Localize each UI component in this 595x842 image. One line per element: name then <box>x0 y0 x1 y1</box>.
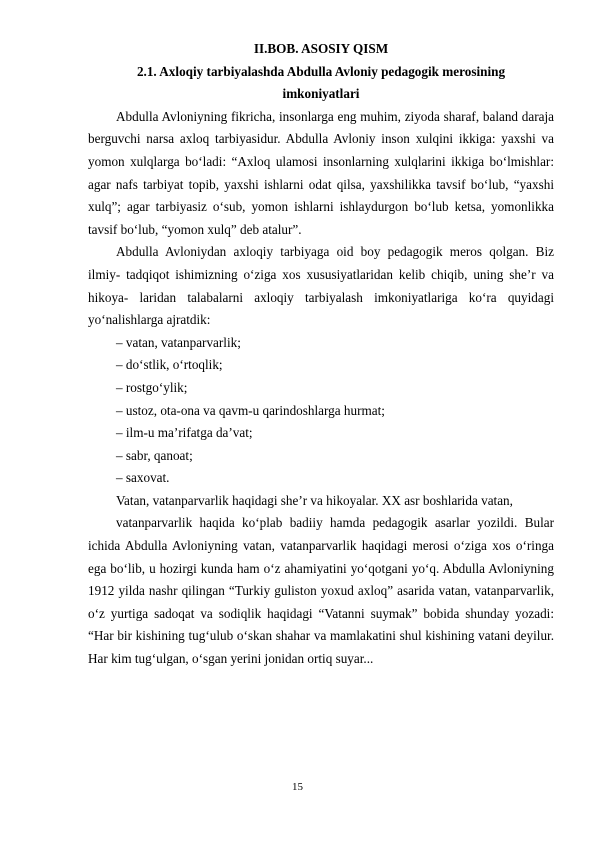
page-content <box>88 38 554 671</box>
page-number: 15 <box>292 781 303 793</box>
list-item: – sabr, qanoat; <box>116 447 193 463</box>
list-item: – rostgo‘ylik; <box>116 379 188 395</box>
paragraph-1: Abdulla Avloniyning fikricha, insonlarga eng muhim, ziyoda sharaf, baland daraja berguvchi narsa axloq tarbiyasidur. Abdulla Avloniy inson xulqini ikkiga: yaxshi va yomon xulqlarga bo‘ladi: “Axloq ulamosi insonlarning xulqlarini ikkiga bo‘lmishlar: agar nafs tarbiyat topib, yaxshi ishlarni odat qilsa, yaxshilikka tavsif bo‘lub, “yaxshi xulq”; agar tarbiyasiz o‘sub, yomon ishlarni ishlaydurgon bo‘lub ketsa, yomonlikka tavsif bo‘lub, “yomon xulq” deb atalur”. <box>88 108 554 237</box>
list-item: – do‘stlik, o‘rtoqlik; <box>116 357 223 373</box>
chapter-title: II.BOB. ASOSIY QISM <box>253 41 389 56</box>
directions-list <box>88 332 554 490</box>
list-item: – ilm-u ma’rifatga da’vat; <box>116 425 253 441</box>
paragraph-3: Vatan, vatanparvarlik haqidagi she’r va hikoyalar. XX asr boshlarida vatan, <box>116 492 513 508</box>
list-item: – saxovat. <box>116 470 170 486</box>
paragraph-4: vatanparvarlik haqida ko‘plab badiiy hamda pedagogik asarlar yozildi. Bular ichida Abdulla Avloniyning vatan, vatanparvarlik haqidagi merosi o‘ziga xos o‘ringa ega bo‘lib, u hozirgi kunda ham o‘z ahamiyatini yo‘qotgani yo‘q. Abdulla Avloniyning 1912 yilda nashr qilingan “Turkiy guliston yoxud axloq” asarida vatan, vatanparvarlik, o‘z yurtiga sadoqat va sodiqlik haqidagi “Vatanni suymak” bobida shunday yozadi: “Har bir kishining tug‘ulub o‘skan shahar va mamlakatini shul kishining vatani deyilur. Har kim tug‘ulgan, o‘sgan yerini jonidan ortiq suyar... <box>88 515 554 667</box>
paragraph-2: Abdulla Avloniydan axloqiy tarbiyaga oid boy pedagogik meros qolgan. Biz ilmiy- tadqiqot ishimizning o‘ziga xos xususiyatlaridan kelib chiqib, uning she’r va hikoya- laridan talabalarni axloqiy tarbiyalash imkoniyatlariga ko‘ra quyidagi yo‘nalishlarga ajratdik: <box>88 244 554 328</box>
list-item: – vatan, vatanparvarlik; <box>116 334 241 350</box>
list-item: – ustoz, ota-ona va qavm-u qarindoshlarga hurmat; <box>116 402 385 418</box>
section-title-line-1: 2.1. Axloqiy tarbiyalashda Abdulla Avloniy pedagogik merosining <box>136 63 506 79</box>
section-title-line-2: imkoniyatlari <box>282 86 360 102</box>
